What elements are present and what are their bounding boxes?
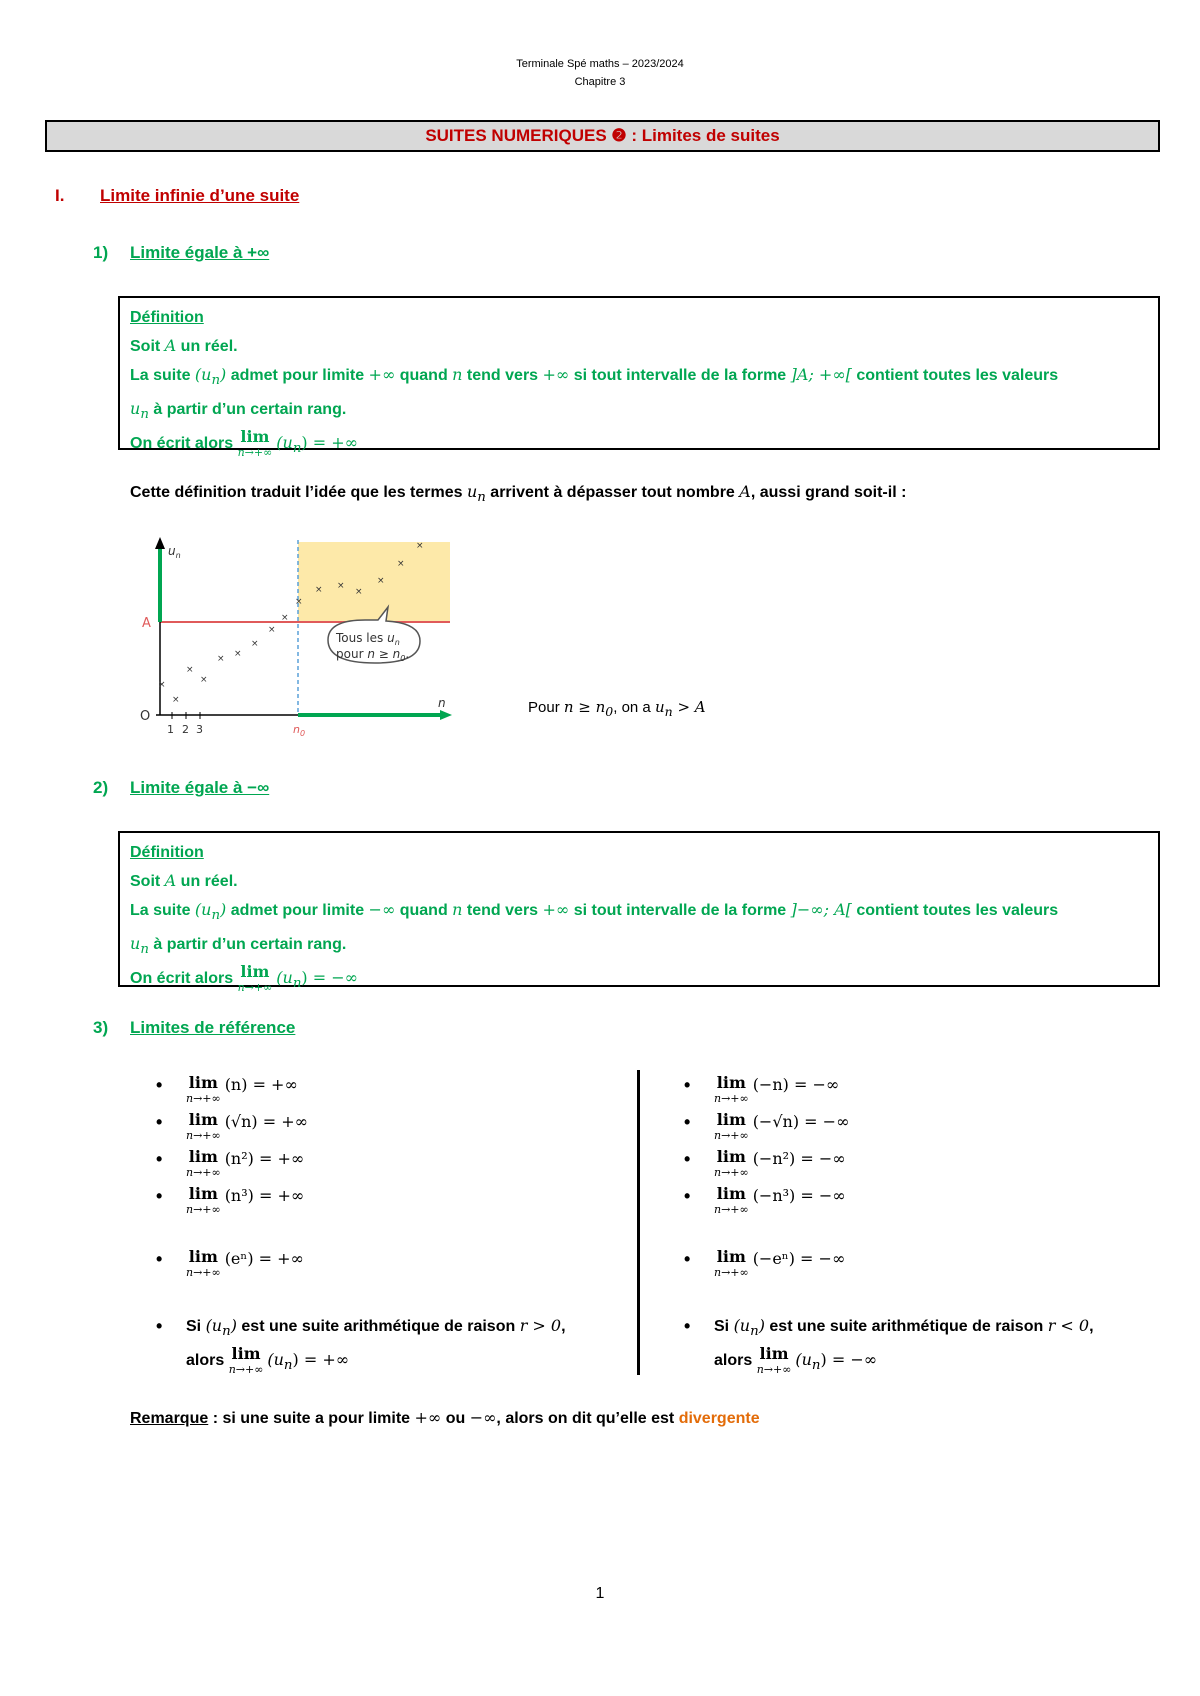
reference-limit: • lim n→+∞ (−n²) = −∞ <box>676 1149 1166 1186</box>
point-mark: × <box>172 695 180 705</box>
definition-box-1 <box>118 296 1160 460</box>
y-axis-arrow-icon <box>155 537 165 549</box>
point-mark: × <box>337 581 345 591</box>
section-number: I. <box>55 186 65 205</box>
reference-limit: • lim n→+∞ (n²) = +∞ <box>148 1149 628 1186</box>
zone-above-A <box>298 542 450 622</box>
tick-label: 3 <box>196 723 203 736</box>
point-mark: × <box>355 587 363 597</box>
definition-box-2 <box>118 831 1160 995</box>
reference-limit: • lim n→+∞ (√n) = +∞ <box>148 1112 628 1149</box>
subsection-1-number: 1) <box>93 243 109 262</box>
definition-heading: Définition <box>130 309 204 326</box>
section-title: Limite infinie d’une suite <box>100 186 300 205</box>
point-mark: × <box>281 613 289 623</box>
subsection-2-title: Limite égale à −∞ <box>130 778 270 797</box>
definition-heading: Définition <box>130 844 204 861</box>
point-mark: × <box>315 585 323 595</box>
callout-line-1: Tous les $u_n$ <box>336 631 400 647</box>
origin-label: O <box>140 709 151 724</box>
point-mark: × <box>234 649 242 659</box>
subsection-3-title: Limites de référence <box>130 1018 296 1037</box>
point-mark: × <box>158 680 166 690</box>
reference-limit: • lim n→+∞ (−eⁿ) = −∞ <box>676 1249 1166 1312</box>
reference-limit: • lim n→+∞ (−n) = −∞ <box>676 1075 1166 1112</box>
definition-line: On écrit alors lim n→+∞ $(u_n)$ = +∞ <box>130 427 358 460</box>
reference-limit: • lim n→+∞ (n) = +∞ <box>148 1075 628 1112</box>
column-divider <box>637 1070 640 1375</box>
definition-line: $u_n$ à partir d’un certain rang. <box>130 399 347 423</box>
reference-limit-arithmetic: • Si $(u_n)$ est une suite arithmétique de raison r < 0, alors lim n→+∞ $(u_n)$ = −∞ <box>676 1312 1166 1380</box>
header-line-1: Terminale Spé maths – 2023/2024 <box>516 58 684 70</box>
reference-limit-arithmetic: • Si $(u_n)$ est une suite arithmétique de raison r > 0, alors lim n→+∞ $(u_n)$ = +∞ <box>148 1312 628 1380</box>
A-label: A <box>142 616 151 631</box>
x-axis-arrow-icon <box>440 710 452 720</box>
subsection-2-number: 2) <box>93 778 109 797</box>
point-mark: × <box>268 625 276 635</box>
n0-label: $n_0$ <box>293 723 306 738</box>
point-mark: × <box>186 665 194 675</box>
header-line-2: Chapitre 3 <box>574 76 626 88</box>
callout-line-2: pour $n \ge n_0$. <box>336 647 410 663</box>
tick-label: 1 <box>167 723 174 736</box>
point-mark: × <box>251 639 259 649</box>
subsection-1-title: Limite égale à +∞ <box>130 243 270 262</box>
point-mark: × <box>397 559 405 569</box>
reference-limits-left <box>148 1075 628 1380</box>
definition-line: La suite $(u_n)$ admet pour limite −∞ quand n tend vers +∞ si tout intervalle de la forme ]−∞; A[ contient toutes les valeurs <box>130 900 1059 924</box>
reference-limit: • lim n→+∞ (−√n) = −∞ <box>676 1112 1166 1149</box>
point-mark: × <box>200 675 208 685</box>
tick-label: 2 <box>182 723 189 736</box>
page-title: SUITES NUMERIQUES ❷ : Limites de suites <box>45 120 1160 152</box>
definition-line: On écrit alors lim n→+∞ $(u_n)$ = −∞ <box>130 962 358 995</box>
reference-limits-right <box>676 1075 1166 1380</box>
reference-limit: • lim n→+∞ (eⁿ) = +∞ <box>148 1249 628 1312</box>
point-mark: × <box>295 597 303 607</box>
point-mark: × <box>377 576 385 586</box>
explanation-text: Cette définition traduit l’idée que les termes $u_n$ arrivent à dépasser tout nombre A, aussi grand soit-il : <box>130 482 907 506</box>
reference-limit: • lim n→+∞ (−n³) = −∞ <box>676 1186 1166 1249</box>
y-axis-label: $u_n$ <box>168 544 181 560</box>
remark: Remarque : si une suite a pour limite +∞ ou −∞, alors on dit qu’elle est divergente <box>130 1408 760 1427</box>
point-mark: × <box>217 654 225 664</box>
definition-line: Soit A un réel. <box>130 871 238 890</box>
definition-line: $u_n$ à partir d’un certain rang. <box>130 934 347 958</box>
reference-limit: • lim n→+∞ (n³) = +∞ <box>148 1186 628 1249</box>
limit-graph <box>120 535 460 745</box>
definition-line: La suite $(u_n)$ admet pour limite +∞ quand n tend vers +∞ si tout intervalle de la forme ]A; +∞[ contient toutes les valeurs <box>130 365 1059 389</box>
page-number: 1 <box>595 1585 605 1602</box>
definition-line: Soit A un réel. <box>130 336 238 355</box>
graph-caption: Pour $n \ge n_0$, on a $u_n > A$ <box>528 698 706 719</box>
x-axis-label: n <box>438 696 446 710</box>
point-mark: × <box>416 541 424 551</box>
subsection-3-number: 3) <box>93 1018 109 1037</box>
